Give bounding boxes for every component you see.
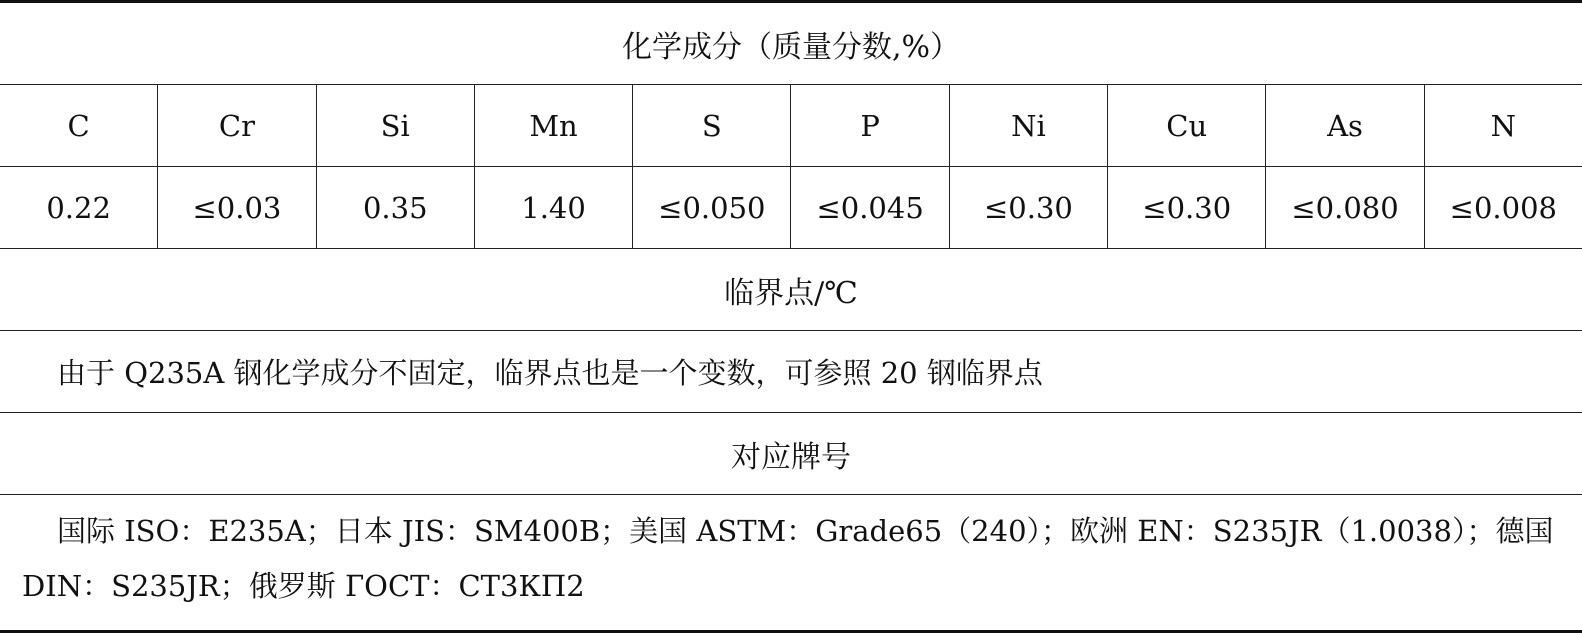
element-header-cell: N — [1490, 108, 1516, 143]
element-value-cell: ≤0.30 — [1108, 167, 1266, 248]
element-header-cell: P — [791, 85, 949, 166]
element-header-cell: Cu — [1108, 85, 1266, 166]
element-value-cell: 0.22 — [0, 167, 158, 248]
element-header-cell: S — [633, 85, 791, 166]
element-header-cell: Si — [317, 85, 475, 166]
element-value-cell: ≤0.080 — [1266, 167, 1424, 248]
element-value-cell: ≤0.045 — [791, 167, 949, 248]
critical-note-row — [0, 331, 1582, 413]
element-value-cell: ≤0.008 — [1449, 190, 1557, 225]
critical-title: 临界点/℃ — [724, 275, 858, 311]
grades-title: 对应牌号 — [731, 439, 851, 475]
element-value-cell: ≤0.30 — [950, 167, 1108, 248]
element-value-cell: 1.40 — [475, 167, 633, 248]
element-header-row — [0, 85, 1582, 167]
element-value-row — [0, 167, 1582, 249]
grades-row — [0, 495, 1582, 627]
element-header-cell: Mn — [475, 85, 633, 166]
element-value-cell: ≤0.03 — [158, 167, 316, 248]
element-header-cell: C — [0, 85, 158, 166]
critical-title-row — [0, 249, 1582, 331]
element-value-cell: ≤0.050 — [633, 167, 791, 248]
grades-title-row — [0, 413, 1582, 495]
element-header-cell: Ni — [950, 85, 1108, 166]
grades-text: 国际 ISO：E235A；日本 JIS：SM400B；美国 ASTM：Grade65（240）；欧洲 EN：S235JR（1.0038）；德国 DIN：S235JR；俄罗斯 ГОСТ：СТ3КП2 — [22, 514, 1554, 603]
element-header-cell: As — [1266, 85, 1424, 166]
composition-title-row — [0, 3, 1582, 85]
element-value-cell: 0.35 — [317, 167, 475, 248]
critical-note: 由于 Q235A 钢化学成分不固定，临界点也是一个变数，可参照 20 钢临界点 — [57, 356, 1043, 390]
element-header-cell: Cr — [158, 85, 316, 166]
composition-title: 化学成分（质量分数,%） — [621, 29, 961, 65]
